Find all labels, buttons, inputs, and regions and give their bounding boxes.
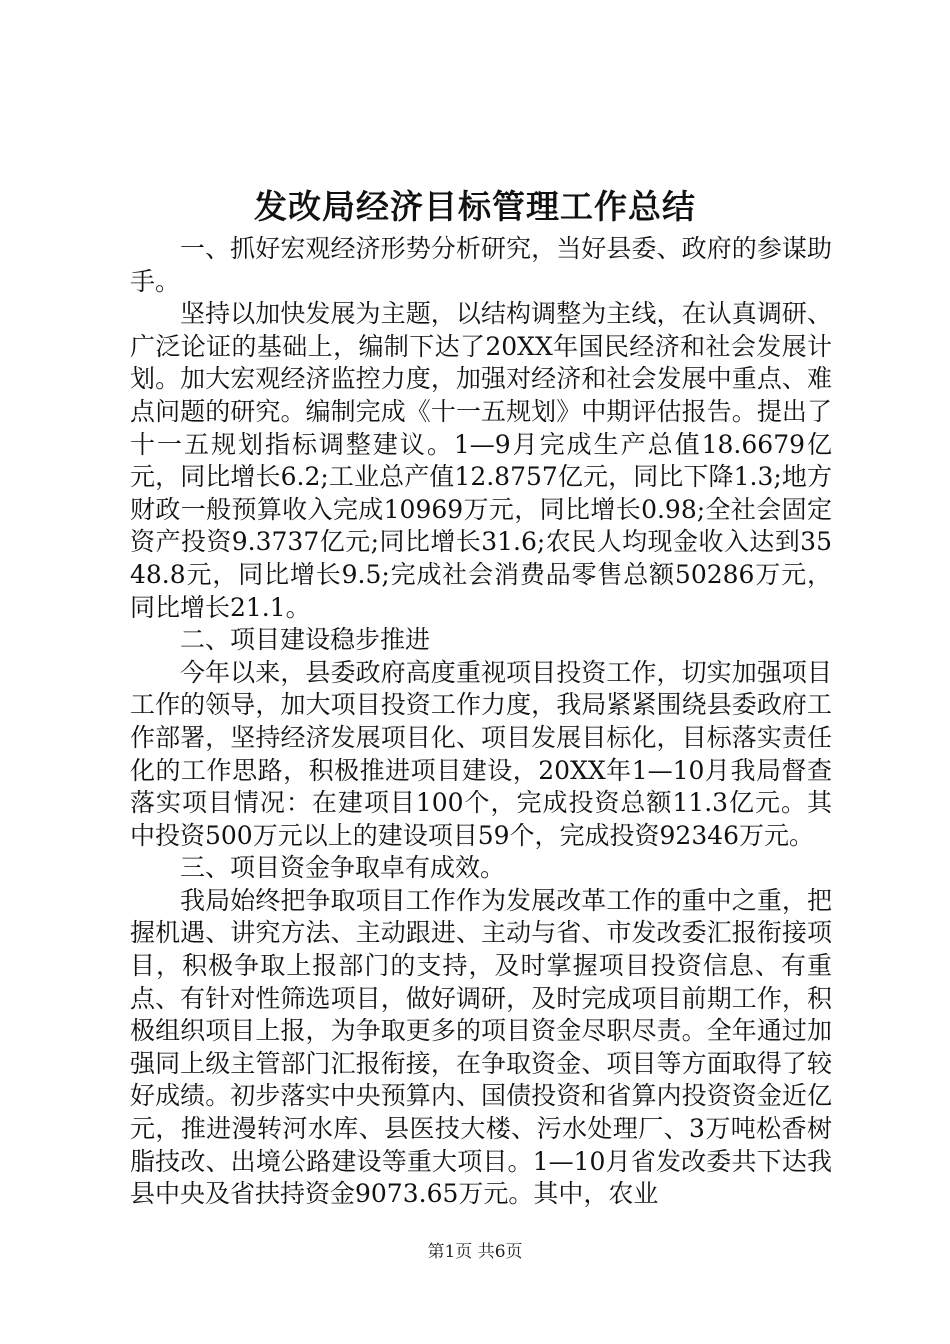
page-number-footer: 第1页 共6页 [427,1242,523,1262]
document-body [130,233,832,1211]
body-paragraph: 我局始终把争取项目工作作为发展改革工作的重中之重，把握机遇、讲究方法、主动跟进、主动与省、市发改委汇报衔接项目，积极争取上报部门的支持，及时掌握项目投资信息、有重点、有针对性筛选项目，做好调研，及时完成项目前期工作，积极组织项目上报，为争取更多的项目资金尽职尽责。全年通过加强同上级主管部门汇报衔接，在争取资金、项目等方面取得了较好成绩。初步落实中央预算内、国债投资和省算内投资资金近亿元，推进漫转河水库、县医技大楼、污水处理厂、3万吨松香树脂技改、出境公路建设等重大项目。1—10月省发改委共下达我县中央及省扶持资金9073.65万元。其中，农业 [130,885,832,1209]
body-paragraph: 坚持以加快发展为主题，以结构调整为主线，在认真调研、广泛论证的基础上，编制下达了20XX年国民经济和社会发展计划。加大宏观经济监控力度，加强对经济和社会发展中重点、难点问题的研究。编制完成《十一五规划》中期评估报告。提出了十一五规划指标调整建议。1—9月完成生产总值18.6679亿元，同比增长6.2;工业总产值12.8757亿元，同比下降1.3;地方财政一般预算收入完成10969万元，同比增长0.98;全社会固定资产投资9.3737亿元;同比增长31.6;农民人均现金收入达到3548.8元，同比增长9.5;完成社会消费品零售总额50286万元，同比增长21.1。 [130,299,832,622]
body-paragraph: 今年以来，县委政府高度重视项目投资工作，切实加强项目工作的领导，加大项目投资工作力度，我局紧紧围绕县委政府工作部署，坚持经济发展项目化、项目发展目标化，目标落实责任化的工作思路，积极推进项目建设，20XX年1—10月我局督查落实项目情况：在建项目100个，完成投资总额11.3亿元。其中投资500万元以上的建设项目59个，完成投资92346万元。 [130,657,832,850]
section-heading-1: 一、抓好宏观经济形势分析研究，当好县委、政府的参谋助手。 [130,234,832,296]
section-heading-3: 三、项目资金争取卓有成效。 [180,853,506,883]
section-heading-2: 二、项目建设稳步推进 [180,625,431,655]
document-title: 发改局经济目标管理工作总结 [254,187,696,226]
